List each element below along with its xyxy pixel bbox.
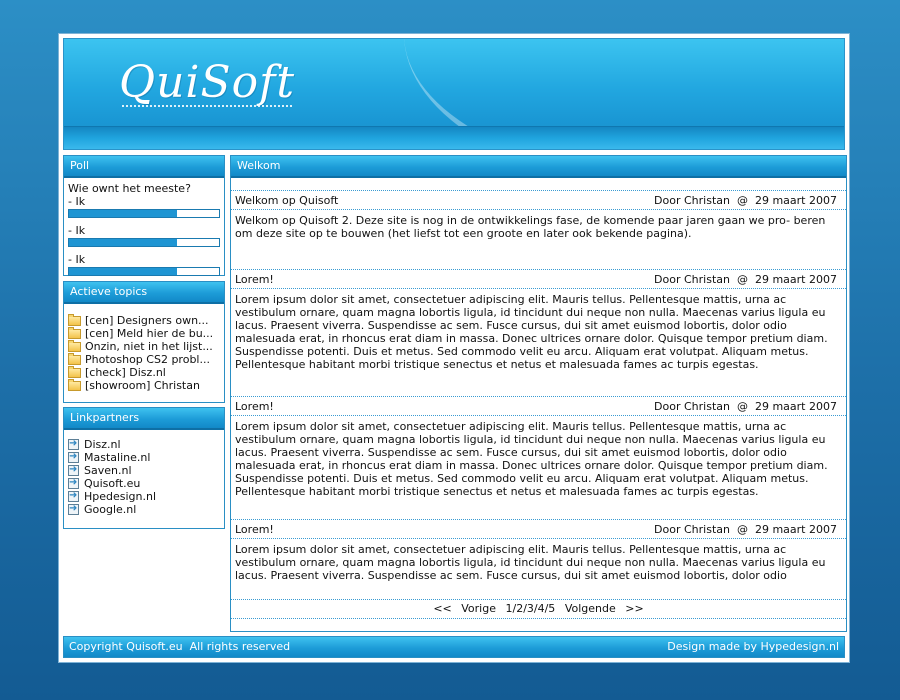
site-header (63, 38, 845, 150)
topic-link[interactable] (68, 366, 220, 379)
partner-link-label: Quisoft.eu (84, 477, 141, 490)
topic-label: Onzin, niet in het lijst... (85, 340, 213, 353)
topic-link[interactable] (68, 314, 220, 327)
poll-option[interactable] (68, 253, 220, 276)
site-footer (63, 636, 845, 658)
post-meta: Door Christan @ 29 maart 2007 (654, 522, 837, 536)
news-post (231, 396, 846, 519)
pager-next[interactable]: Volgende (564, 602, 616, 615)
links-title: Linkpartners (64, 408, 224, 430)
pager-pages[interactable]: 1/2/3/4/5 (505, 602, 556, 615)
topic-label: [check] Disz.nl (85, 366, 166, 379)
poll-bar (68, 209, 220, 218)
topics-title: Actieve topics (64, 282, 224, 304)
post-title[interactable]: Lorem! (235, 272, 274, 286)
footer-credit[interactable]: Design made by Hypedesign.nl (667, 640, 839, 653)
pager-next-arrows[interactable]: >> (625, 602, 644, 615)
post-meta: Door Christan @ 29 maart 2007 (654, 272, 837, 286)
poll-option-label: - Ik (68, 195, 86, 208)
page-frame (58, 33, 850, 663)
folder-icon (68, 342, 81, 352)
post-header (231, 396, 846, 416)
poll-option[interactable] (68, 195, 220, 218)
folder-icon (68, 316, 81, 326)
pager-prev[interactable]: Vorige (461, 602, 496, 615)
post-header (231, 269, 846, 289)
partner-link-label: Google.nl (84, 503, 137, 516)
partner-link-label: Hpedesign.nl (84, 490, 157, 503)
logo-underline (122, 105, 292, 107)
folder-icon (68, 381, 81, 391)
topic-label: [showroom] Christan (85, 379, 200, 392)
topic-label: [cen] Meld hier de bu... (85, 327, 214, 340)
poll-option-label: - Ik (68, 224, 86, 237)
topic-label: Photoshop CS2 probl... (85, 353, 210, 366)
partner-link[interactable] (68, 451, 220, 464)
pager-prev-arrows[interactable]: << (433, 602, 452, 615)
post-meta: Door Christan @ 29 maart 2007 (654, 193, 837, 207)
link-arrow-icon (68, 465, 79, 476)
folder-icon (68, 329, 81, 339)
link-arrow-icon (68, 491, 79, 502)
partner-link-label: Disz.nl (84, 438, 121, 451)
poll-question: Wie ownt het meeste? (68, 182, 191, 195)
poll-box (63, 155, 225, 276)
link-arrow-icon (68, 478, 79, 489)
site-logo[interactable]: QuiSoft (119, 57, 296, 108)
header-band (64, 126, 844, 149)
post-body: Lorem ipsum dolor sit amet, consectetuer adipiscing elit. Mauris tellus. Pellentesque mattis, urna ac vestibulum ornare, quam magna lobortis ligula, id tincidunt dui neque non nulla. Maecenas varius ligula eu lacus. Praesent viverra. Suspendisse ac sem. Fusce cursus, dui sit amet euismod lobortis, dolor odio (235, 543, 826, 582)
topic-link[interactable] (68, 353, 220, 366)
link-arrow-icon (68, 452, 79, 463)
partner-link-label: Saven.nl (84, 464, 132, 477)
poll-bar (68, 267, 220, 276)
topic-link[interactable] (68, 340, 220, 353)
post-meta: Door Christan @ 29 maart 2007 (654, 399, 837, 413)
poll-title: Poll (64, 156, 224, 178)
post-body: Welkom op Quisoft 2. Deze site is nog in de ontwikkelings fase, de komende paar jaren gaan we pro- beren om deze site op te bouwen (het liefst tot een groote en later ook bekende pagina). (235, 214, 826, 240)
post-title[interactable]: Welkom op Quisoft (235, 193, 339, 207)
link-arrow-icon (68, 439, 79, 450)
partner-link[interactable] (68, 490, 220, 503)
poll-bar (68, 238, 220, 247)
poll-bar-fill (69, 268, 177, 275)
partner-link[interactable] (68, 464, 220, 477)
topics-box (63, 281, 225, 403)
partner-link[interactable] (68, 438, 220, 451)
post-header (231, 519, 846, 539)
poll-bar-fill (69, 210, 177, 217)
topic-label: [cen] Designers own... (85, 314, 209, 327)
folder-icon (68, 355, 81, 365)
news-post (231, 269, 846, 396)
news-post (231, 519, 846, 599)
poll-bar-fill (69, 239, 177, 246)
main-title: Welkom (231, 156, 846, 178)
partner-link[interactable] (68, 503, 220, 516)
post-body: Lorem ipsum dolor sit amet, consectetuer adipiscing elit. Mauris tellus. Pellentesque mattis, urna ac vestibulum ornare, quam magna lobortis ligula, id tincidunt dui neque non nulla. Maecenas varius ligula eu lacus. Praesent viverra. Suspendisse ac sem. Fusce cursus, dui sit amet euismod lobortis, dolor odio malesuada erat, in rhoncus erat diam in massa. Donec ultrices ornare dolor. Quisque tempor pretium diam. Suspendisse potenti. Duis et metus. Sed commodo velit eu arcu. Aliquam erat volutpat. Aliquam metus. Pellentesque habitant morbi tristique senectus et netus et malesuada fames ac turpis egestas. (235, 293, 828, 371)
post-title[interactable]: Lorem! (235, 399, 274, 413)
news-post (231, 190, 846, 269)
poll-option-label: - Ik (68, 253, 86, 266)
footer-copyright: Copyright Quisoft.eu All rights reserved (69, 640, 291, 653)
pagination (231, 599, 846, 619)
main-content (230, 155, 847, 632)
partner-link[interactable] (68, 477, 220, 490)
topic-link[interactable] (68, 379, 220, 392)
topic-link[interactable] (68, 327, 220, 340)
poll-option[interactable] (68, 224, 220, 247)
links-box (63, 407, 225, 529)
link-arrow-icon (68, 504, 79, 515)
folder-icon (68, 368, 81, 378)
post-header (231, 190, 846, 210)
partner-link-label: Mastaline.nl (84, 451, 151, 464)
post-title[interactable]: Lorem! (235, 522, 274, 536)
post-body: Lorem ipsum dolor sit amet, consectetuer adipiscing elit. Mauris tellus. Pellentesque mattis, urna ac vestibulum ornare, quam magna lobortis ligula, id tincidunt dui neque non nulla. Maecenas varius ligula eu lacus. Praesent viverra. Suspendisse ac sem. Fusce cursus, dui sit amet euismod lobortis, dolor odio malesuada erat, in rhoncus erat diam in massa. Donec ultrices ornare dolor. Quisque tempor pretium diam. Suspendisse potenti. Duis et metus. Sed commodo velit eu arcu. Aliquam erat volutpat. Aliquam metus. Pellentesque habitant morbi tristique senectus et netus et malesuada fames ac turpis egestas. (235, 420, 828, 498)
